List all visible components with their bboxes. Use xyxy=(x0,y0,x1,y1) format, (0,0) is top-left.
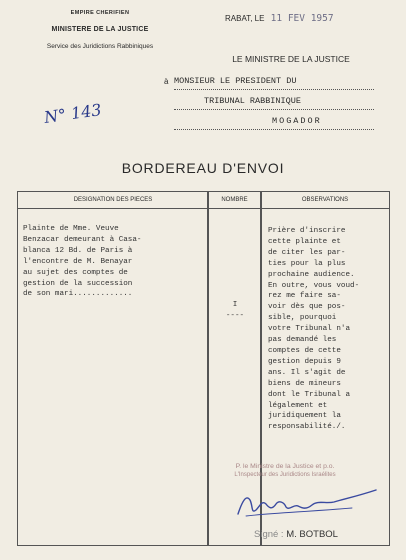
column-divider-1 xyxy=(207,192,209,545)
addressee-prefix: à xyxy=(164,77,169,86)
signatory-name: M. BOTBOL xyxy=(286,529,338,540)
stamp-line1: P. le Ministre de la Justice et p.o. xyxy=(235,463,335,470)
observations-cell: Prière d'inscrire cette plainte et de citer les par- ties pour la plus prochaine audience. En outre, vous voud- rez me faire sa- voir dès que pos- sible, pourquoi votre Tribunal n'a pas demandé les comptes de cette gestion depuis 9 ans. Il s'agit de biens de mineurs dont le Tribunal a légalement et juridiquement la responsabilité./. xyxy=(268,227,360,432)
addressee-underline-1 xyxy=(174,89,374,90)
designation-cell: Plainte de Mme. Veuve Benzacar demeurant à Casa- blanca 12 Bd. de Paris à l'encontre de M. Benayar au sujet des comptes de gestion de la succession de son mari............. xyxy=(23,225,142,299)
letterhead-ministry: MINISTERE DE LA JUSTICE xyxy=(51,26,149,33)
addressee-line3: MOGADOR xyxy=(272,116,322,126)
header-nombre: NOMBRE xyxy=(208,192,261,209)
addressee-underline-2 xyxy=(174,109,374,110)
signature-label: Signé : xyxy=(254,529,284,540)
minister-title: LE MINISTRE DE LA JUSTICE xyxy=(232,54,350,64)
nombre-cell: I ---- xyxy=(225,301,245,320)
place-label: RABAT, LE xyxy=(225,14,265,23)
addressee-line2: TRIBUNAL RABBINIQUE xyxy=(204,96,301,106)
letterhead-service: Service des Juridictions Rabbiniques xyxy=(46,43,154,50)
reference-number: N° 143 xyxy=(42,100,103,127)
handwritten-signature xyxy=(232,480,382,520)
place-date xyxy=(225,13,334,24)
header-observations: OBSERVATIONS xyxy=(261,192,389,209)
signature-line xyxy=(254,529,338,540)
letterhead-empire: EMPIRE CHERIFIEN xyxy=(70,10,130,16)
addressee-line1: MONSIEUR LE PRESIDENT DU xyxy=(174,76,297,86)
date-stamp: 11 FEV 1957 xyxy=(270,13,334,24)
official-stamp xyxy=(190,463,380,479)
addressee-underline-3 xyxy=(174,129,374,130)
document-title: BORDEREAU D'ENVOI xyxy=(121,160,285,176)
letterhead xyxy=(30,10,170,50)
header-designation: DESIGNATION DES PIECES xyxy=(18,192,208,209)
stamp-line2: L'Inspecteur des Juridictions Israélites xyxy=(234,472,336,478)
